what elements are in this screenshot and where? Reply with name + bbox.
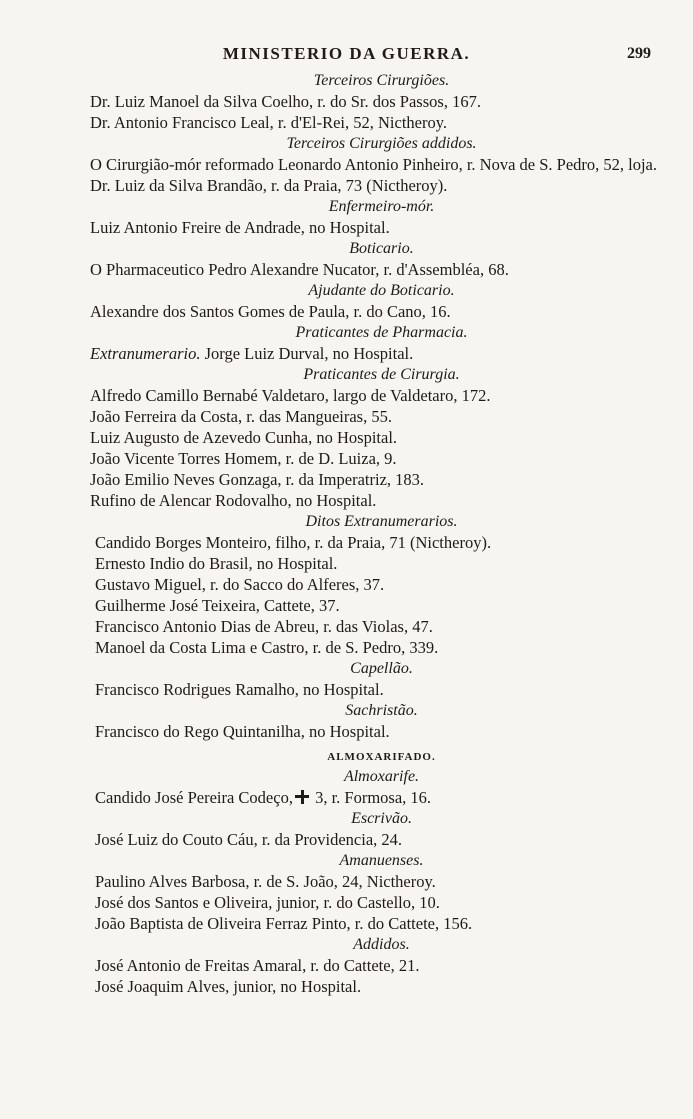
section-heading: Terceiros Cirurgiões addidos.	[286, 135, 477, 152]
entry-text: Dr. Luiz Manoel da Silva Coelho, r. do Sr. dos Passos, 167.	[90, 92, 481, 111]
section-heading: Capellão.	[350, 660, 413, 677]
directory-entry	[90, 427, 665, 448]
entry-text: João Emilio Neves Gonzaga, r. da Imperatriz, 183.	[90, 470, 425, 489]
entry-text: Francisco Rodrigues Ramalho, no Hospital.	[95, 680, 384, 699]
directory-entry	[90, 448, 665, 469]
running-title: MINISTERIO DA GUERRA.	[222, 44, 471, 63]
entry-text: Dr. Antonio Francisco Leal, r. d'El-Rei, 52, Nictheroy.	[90, 113, 448, 132]
directory-entry	[90, 301, 665, 322]
entry-text: João Vicente Torres Homem, r. de D. Luiza, 9.	[90, 449, 397, 468]
entry-text: Dr. Luiz da Silva Brandão, r. da Praia, 73 (Nictheroy).	[90, 176, 448, 195]
entry-text: Alfredo Camillo Bernabé Valdetaro, largo de Valdetaro, 172.	[90, 386, 491, 405]
entry-text: José Luiz do Couto Cáu, r. da Providencia, 24.	[95, 830, 403, 849]
directory-entry	[95, 553, 670, 574]
entry-text: João Baptista de Oliveira Ferraz Pinto, r. do Cattete, 156.	[95, 914, 473, 933]
directory-entry	[90, 343, 665, 364]
entry-text: José Antonio de Freitas Amaral, r. do Cattete, 21.	[95, 956, 420, 975]
page-header	[0, 44, 693, 68]
entry-text: Candido Borges Monteiro, filho, r. da Praia, 71 (Nictheroy).	[95, 533, 492, 552]
directory-entry	[95, 721, 670, 742]
directory-entry	[90, 91, 665, 112]
entry-lead-label: Extranumerario.	[90, 344, 201, 363]
entry-text: O Pharmaceutico Pedro Alexandre Nucator, r. d'Assembléa, 68.	[90, 260, 509, 279]
directory-entry	[95, 532, 670, 553]
section-heading: Amanuenses.	[339, 852, 424, 869]
section-heading: Enfermeiro-mór.	[328, 198, 435, 215]
directory-entry	[95, 955, 670, 976]
entry-text-after: 3, r. Formosa, 16.	[310, 788, 432, 807]
section-heading: Boticario.	[349, 240, 414, 257]
entry-text: Candido José Pereira Codeço,	[95, 788, 293, 807]
section-heading: Praticantes de Pharmacia.	[295, 324, 468, 341]
entry-text: Jorge Luiz Durval, no Hospital.	[200, 344, 414, 363]
section-heading: Sachristão.	[345, 702, 418, 719]
entry-text: João Ferreira da Costa, r. das Mangueiras, 55.	[90, 407, 392, 426]
directory-entry	[95, 679, 670, 700]
entry-text: Alexandre dos Santos Gomes de Paula, r. do Cano, 16.	[90, 302, 451, 321]
directory-entry	[95, 787, 670, 808]
directory-entry	[95, 913, 670, 934]
entry-text: O Cirurgião-mór reformado Leonardo Antonio Pinheiro, r. Nova de S. Pedro, 52, loja.	[90, 155, 658, 174]
section-heading: Almoxarife.	[343, 768, 420, 785]
directory-entry	[90, 175, 665, 196]
section-heading: Ditos Extranumerarios.	[305, 513, 458, 530]
order-cross-icon	[295, 790, 309, 804]
page-number: 299	[627, 45, 651, 62]
section-heading: Praticantes de Cirurgia.	[303, 366, 460, 383]
entry-text: Ernesto Indio do Brasil, no Hospital.	[95, 554, 338, 573]
section-heading: Terceiros Cirurgiões.	[313, 72, 450, 89]
directory-entry	[90, 406, 665, 427]
directory-entry	[90, 259, 665, 280]
entry-text: Luiz Augusto de Azevedo Cunha, no Hospital.	[90, 428, 398, 447]
directory-entry	[95, 829, 670, 850]
entry-text: José Joaquim Alves, junior, no Hospital.	[95, 977, 362, 996]
entry-text: Luiz Antonio Freire de Andrade, no Hospital.	[90, 218, 390, 237]
directory-entry	[95, 871, 670, 892]
directory-entry	[90, 469, 665, 490]
directory-listing	[0, 70, 693, 997]
section-heading: Ajudante do Boticario.	[308, 282, 455, 299]
directory-entry	[90, 154, 679, 175]
entry-text: Guilherme José Teixeira, Cattete, 37.	[95, 596, 340, 615]
directory-entry	[95, 892, 670, 913]
entry-text: Francisco Antonio Dias de Abreu, r. das Violas, 47.	[95, 617, 433, 636]
directory-entry	[95, 574, 670, 595]
section-heading: Addidos.	[353, 936, 410, 953]
directory-entry	[90, 217, 665, 238]
entry-text: Paulino Alves Barbosa, r. de S. João, 24, Nictheroy.	[95, 872, 436, 891]
entry-text: Gustavo Miguel, r. do Sacco do Alferes, 37.	[95, 575, 385, 594]
entry-text: Rufino de Alencar Rodovalho, no Hospital.	[90, 491, 377, 510]
directory-entry	[90, 385, 665, 406]
directory-entry	[95, 616, 670, 637]
entry-text: José dos Santos e Oliveira, junior, r. do Castello, 10.	[95, 893, 440, 912]
directory-entry	[95, 976, 670, 997]
directory-entry	[95, 637, 670, 658]
entry-text: Francisco do Rego Quintanilha, no Hospital.	[95, 722, 390, 741]
entry-text: Manoel da Costa Lima e Castro, r. de S. Pedro, 339.	[95, 638, 439, 657]
directory-entry	[90, 490, 665, 511]
section-heading: ALMOXARIFADO.	[327, 751, 436, 763]
section-heading: Escrivão.	[351, 810, 412, 827]
directory-entry	[95, 595, 670, 616]
directory-entry	[90, 112, 665, 133]
